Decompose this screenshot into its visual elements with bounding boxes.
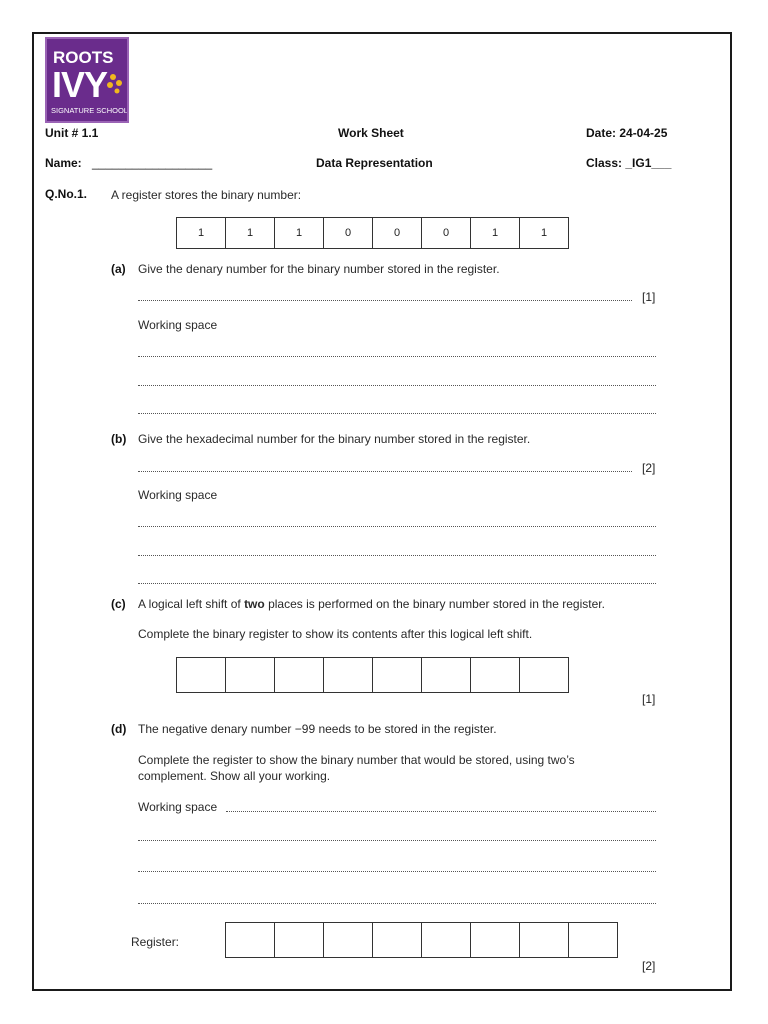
svg-text:SIGNATURE SCHOOL: SIGNATURE SCHOOL	[51, 106, 127, 115]
register-bit: 1	[177, 218, 226, 248]
part-d-working-label: Working space	[138, 800, 218, 814]
part-d-question: The negative denary number −99 needs to be stored in the register.	[138, 722, 497, 736]
part-a-marks: [1]	[642, 290, 656, 304]
register-cell-input[interactable]	[569, 923, 617, 957]
register-cell-input[interactable]	[324, 658, 373, 692]
shift-answer-register	[176, 657, 569, 693]
register-bit: 1	[471, 218, 520, 248]
part-c-question	[138, 597, 605, 611]
working-line[interactable]	[138, 385, 656, 386]
working-line[interactable]	[138, 526, 656, 527]
part-a-label: (a)	[111, 262, 126, 276]
part-b-label: (b)	[111, 432, 127, 446]
register-bit: 0	[422, 218, 471, 248]
worksheet-border	[32, 32, 732, 991]
register-cell-input[interactable]	[373, 923, 422, 957]
part-b-marks: [2]	[642, 461, 656, 475]
working-line[interactable]	[138, 413, 656, 414]
register-cell-input[interactable]	[422, 658, 471, 692]
twos-complement-register	[225, 922, 618, 958]
working-line[interactable]	[138, 840, 656, 841]
register-cell-input[interactable]	[275, 923, 324, 957]
register-cell-input[interactable]	[226, 923, 275, 957]
subject-title: Data Representation	[316, 156, 433, 170]
answer-line[interactable]	[138, 300, 632, 301]
part-c-text-pre: A logical left shift of	[138, 597, 245, 611]
working-line[interactable]	[138, 356, 656, 357]
register-cell-input[interactable]	[520, 923, 569, 957]
part-c-label: (c)	[111, 597, 126, 611]
register-cell-input[interactable]	[373, 658, 422, 692]
unit-number: Unit # 1.1	[45, 126, 99, 140]
register-cell-input[interactable]	[275, 658, 324, 692]
part-d-instruction-line2: complement. Show all your working.	[138, 769, 331, 783]
register-cell-input[interactable]	[226, 658, 275, 692]
register-bit: 1	[275, 218, 324, 248]
question-stem: A register stores the binary number:	[111, 188, 302, 202]
part-c-marks: [1]	[642, 692, 656, 706]
working-line[interactable]	[138, 555, 656, 556]
svg-text:ROOTS: ROOTS	[53, 48, 114, 67]
register-bit: 1	[226, 218, 275, 248]
working-line[interactable]	[138, 903, 656, 904]
question-number: Q.No.1.	[45, 187, 88, 201]
register-cell-input[interactable]	[324, 923, 373, 957]
register-cell-input[interactable]	[520, 658, 568, 692]
register-cell-input[interactable]	[177, 658, 226, 692]
register-cell-input[interactable]	[422, 923, 471, 957]
part-d-marks: [2]	[642, 959, 656, 973]
part-b-working-label: Working space	[138, 488, 218, 502]
part-a-working-label: Working space	[138, 318, 218, 332]
register-bit: 0	[373, 218, 422, 248]
part-b-question: Give the hexadecimal number for the binary number stored in the register.	[138, 432, 531, 446]
part-c-instruction: Complete the binary register to show its contents after this logical left shift.	[138, 627, 533, 641]
date-label: Date: 24-04-25	[586, 126, 668, 140]
svg-text:IVY: IVY	[52, 64, 108, 105]
register-bit: 1	[540, 227, 548, 239]
logo-graphic	[47, 39, 127, 121]
answer-line[interactable]	[138, 471, 632, 472]
working-line[interactable]	[138, 871, 656, 872]
register-cell-input[interactable]	[471, 923, 520, 957]
part-a-question: Give the denary number for the binary number stored in the register.	[138, 262, 500, 276]
register-bit: 0	[324, 218, 373, 248]
given-register	[176, 217, 569, 249]
name-label: Name:	[45, 156, 82, 170]
working-line[interactable]	[138, 583, 656, 584]
part-d-instruction-line1: Complete the register to show the binary number that would be stored, using two’s	[138, 753, 575, 767]
register-label: Register:	[131, 935, 180, 949]
register-cell-input[interactable]	[471, 658, 520, 692]
worksheet-title: Work Sheet	[338, 126, 404, 140]
part-c-text-post: places is performed on the binary number stored in the register.	[264, 597, 605, 611]
working-line[interactable]	[226, 811, 656, 812]
part-c-text-bold: two	[244, 597, 265, 611]
school-logo	[45, 37, 129, 123]
part-d-label: (d)	[111, 722, 127, 736]
name-field[interactable]: __________________	[92, 156, 213, 170]
class-label: Class: _IG1___	[586, 156, 672, 170]
